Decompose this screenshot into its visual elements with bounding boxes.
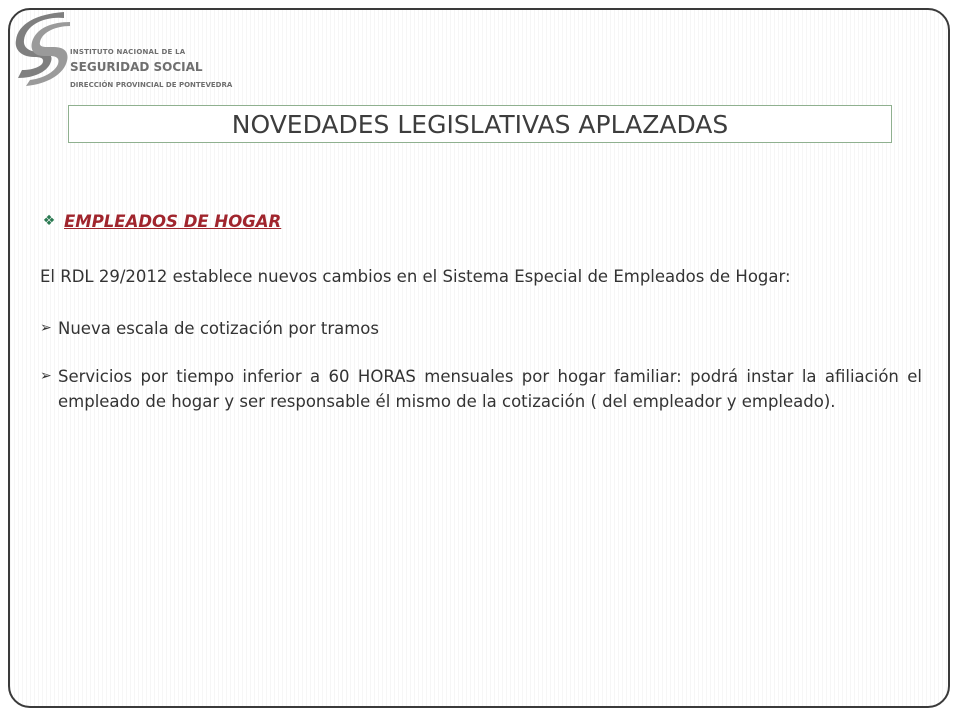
- list-item: [40, 316, 922, 341]
- intro-paragraph: El RDL 29/2012 establece nuevos cambios en el Sistema Especial de Empleados de Hogar:: [40, 267, 791, 286]
- diamond-bullet-icon: ❖: [42, 212, 56, 229]
- title-box: [68, 105, 892, 143]
- arrow-bullet-icon: ➢: [40, 320, 52, 336]
- logo-name-line: SEGURIDAD SOCIAL: [70, 60, 203, 74]
- list-item-text: Nueva escala de cotización por tramos: [58, 319, 379, 338]
- slide-content: [40, 208, 922, 414]
- social-security-s-logo-icon: [12, 12, 74, 88]
- logo-direction-line: DIRECCIÓN PROVINCIAL DE PONTEVEDRA: [70, 81, 233, 89]
- logo-institute-line: INSTITUTO NACIONAL DE LA: [70, 48, 186, 56]
- list-item-text: Servicios por tiempo inferior a 60 HORAS mensuales por hogar familiar: podrá instar la afiliación el empleado de hogar y ser responsable él mismo de la cotización ( del empleador y empleado).: [58, 367, 922, 411]
- institution-logo: [12, 12, 252, 94]
- section-title: EMPLEADOS DE HOGAR: [64, 211, 282, 231]
- list-item: [40, 364, 922, 414]
- section-heading: [40, 208, 922, 234]
- arrow-bullet-icon: ➢: [40, 368, 52, 384]
- page-title: NOVEDADES LEGISLATIVAS APLAZADAS: [231, 109, 729, 139]
